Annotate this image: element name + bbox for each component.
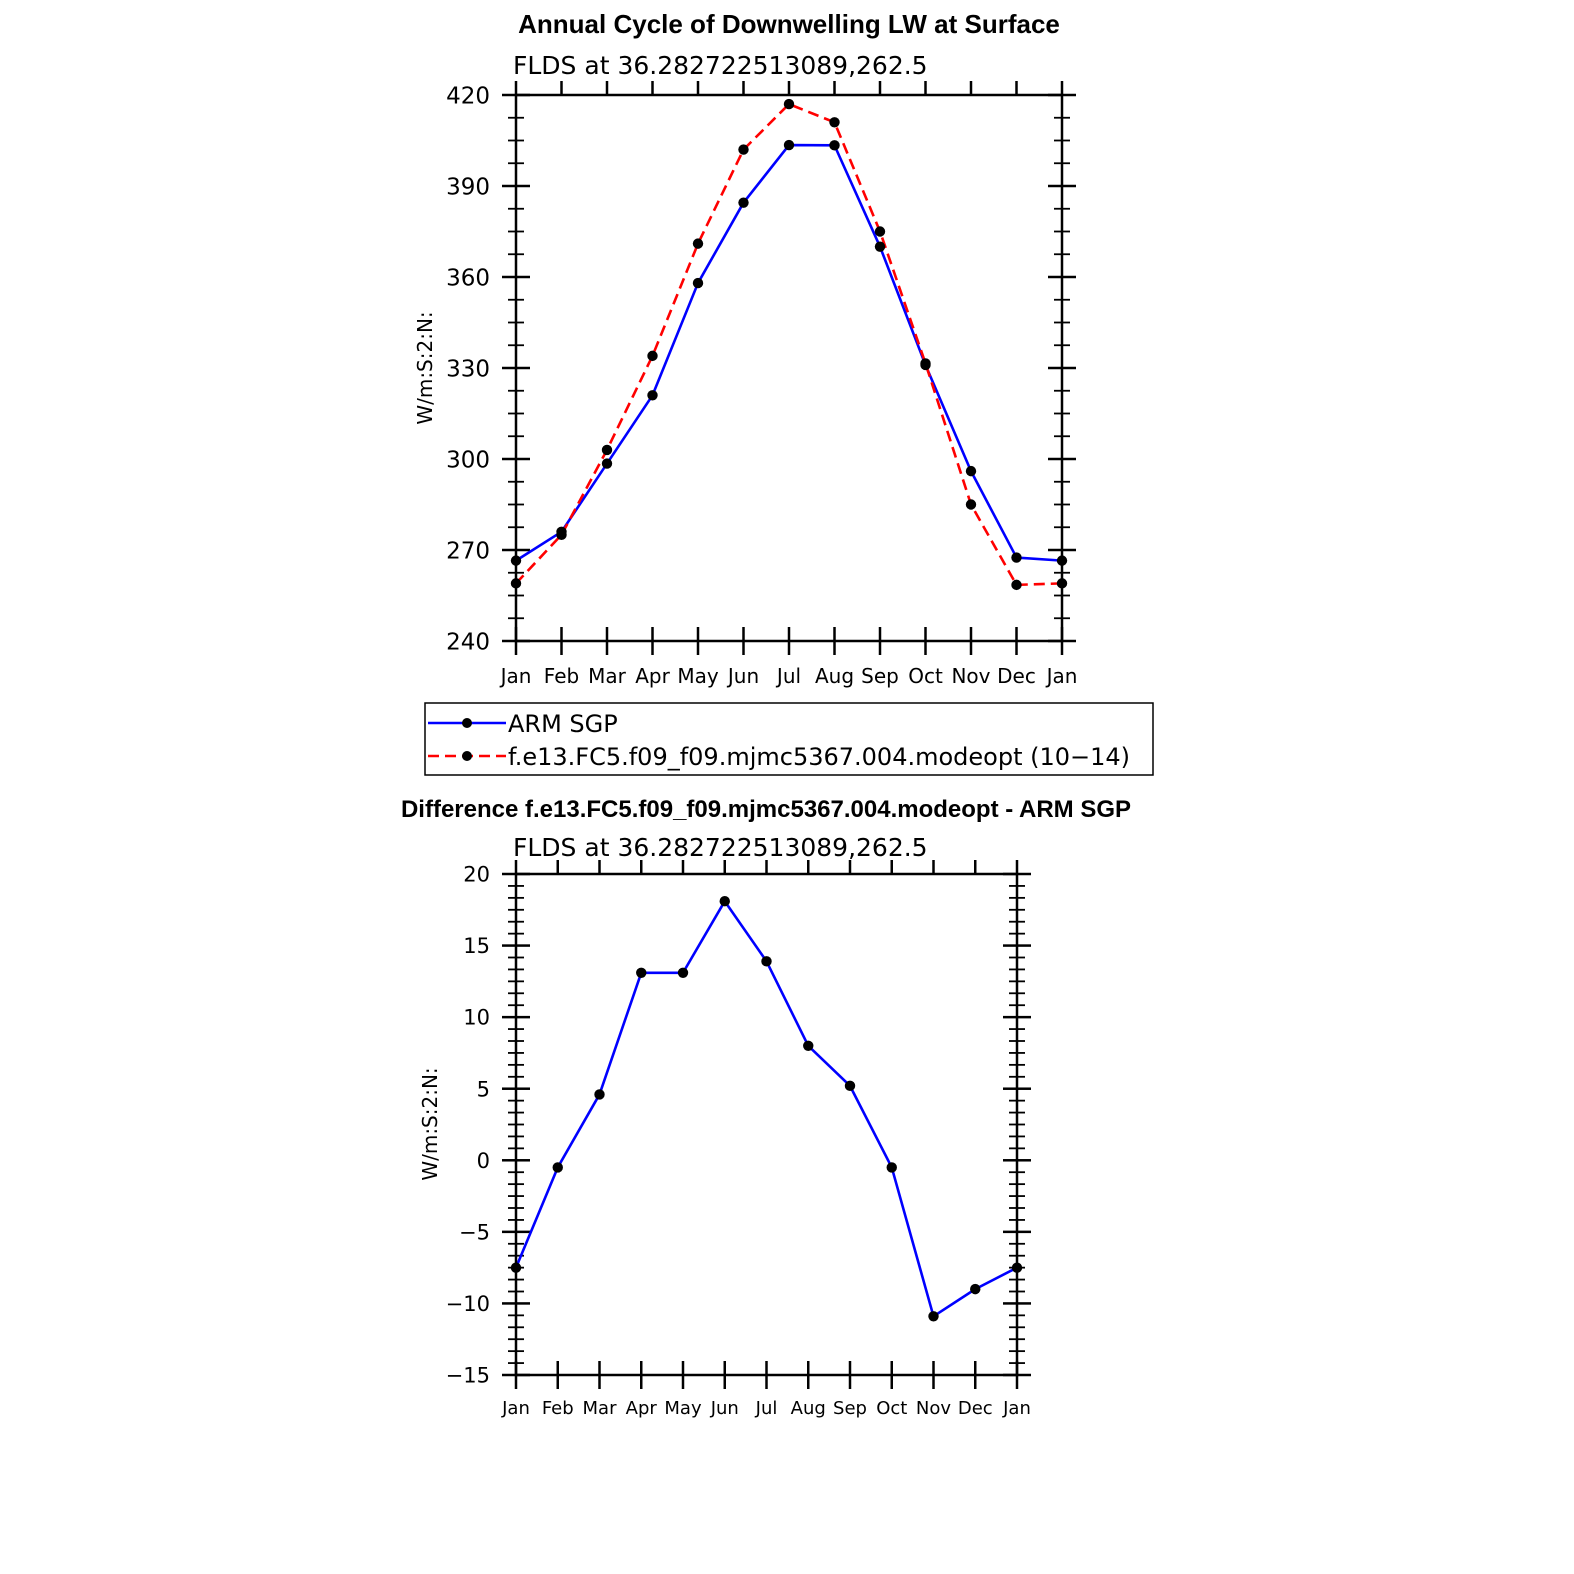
y-tick-label: 20 bbox=[463, 862, 490, 887]
series-0-point bbox=[738, 197, 748, 207]
series-0-point bbox=[553, 1162, 563, 1172]
x-tick-label: Apr bbox=[635, 664, 670, 688]
y-tick-label: 330 bbox=[446, 356, 490, 383]
series-0-point bbox=[1011, 552, 1021, 562]
x-tick-label: May bbox=[664, 1398, 702, 1419]
plot-frame bbox=[516, 874, 1017, 1375]
series-0-point bbox=[970, 1284, 980, 1294]
series-0-point bbox=[678, 968, 688, 978]
y-axis-label: W/m:S:2:N: bbox=[418, 1067, 442, 1181]
series-0-point bbox=[829, 140, 839, 150]
series-1-point bbox=[738, 144, 748, 154]
x-tick-label: Aug bbox=[814, 664, 855, 688]
x-tick-label: Mar bbox=[582, 1398, 617, 1419]
series-markers bbox=[511, 99, 1067, 590]
x-tick-label: Jun bbox=[710, 1398, 739, 1419]
series-0-point bbox=[928, 1311, 938, 1321]
series-0-point bbox=[761, 956, 771, 966]
x-tick-label: Nov bbox=[915, 1398, 952, 1419]
legend-marker-arm-sgp bbox=[462, 718, 472, 728]
y-tick-label: −5 bbox=[459, 1220, 490, 1245]
legend bbox=[425, 703, 1153, 775]
series-0-point bbox=[845, 1081, 855, 1091]
x-tick-label: Jan bbox=[1003, 1398, 1031, 1419]
y-tick-label: 420 bbox=[446, 83, 490, 110]
x-tick-label: Sep bbox=[861, 664, 899, 688]
x-tick-label: Jul bbox=[755, 1398, 778, 1419]
x-tick-label: Aug bbox=[790, 1398, 826, 1419]
y-tick-label: 10 bbox=[463, 1005, 490, 1030]
y-tick-label: 15 bbox=[463, 934, 490, 959]
series-0-point bbox=[693, 278, 703, 288]
chart-subtitle: FLDS at 36.282722513089,262.5 bbox=[513, 51, 928, 80]
y-tick-label: −15 bbox=[445, 1363, 490, 1388]
y-tick-label: 360 bbox=[446, 265, 490, 292]
series-1-point bbox=[556, 530, 566, 540]
series-1-point bbox=[784, 99, 794, 109]
y-axis-label: W/m:S:2:N: bbox=[413, 311, 437, 425]
series-1-point bbox=[647, 351, 657, 361]
y-tick-label: 300 bbox=[446, 447, 490, 474]
x-tick-label: Mar bbox=[588, 664, 626, 688]
series-1-point bbox=[602, 445, 612, 455]
series-1-point bbox=[693, 238, 703, 248]
series-0-point bbox=[602, 458, 612, 468]
x-tick-label: Nov bbox=[951, 664, 991, 688]
x-tick-labels bbox=[501, 1398, 1031, 1419]
series-lines bbox=[516, 104, 1062, 585]
x-tick-label: Apr bbox=[625, 1398, 657, 1419]
x-tick-label: Sep bbox=[833, 1398, 867, 1419]
series-markers bbox=[511, 896, 1022, 1322]
x-tick-label: Jan bbox=[500, 664, 532, 688]
series-0-point bbox=[1057, 555, 1067, 565]
x-tick-label: May bbox=[677, 664, 719, 688]
series-1-point bbox=[511, 578, 521, 588]
chart-subtitle: FLDS at 36.282722513089,262.5 bbox=[513, 833, 928, 862]
x-tick-label: Oct bbox=[908, 664, 943, 688]
series-1-point bbox=[829, 117, 839, 127]
x-tick-label: Dec bbox=[957, 1398, 993, 1419]
x-tick-label: Feb bbox=[541, 1398, 574, 1419]
series-1-point bbox=[920, 358, 930, 368]
x-tick-label: Jan bbox=[502, 1398, 530, 1419]
series-0-point bbox=[784, 140, 794, 150]
chart-title: Annual Cycle of Downwelling LW at Surface bbox=[518, 9, 1060, 39]
x-tick-label: Jan bbox=[1046, 664, 1078, 688]
ticks bbox=[502, 81, 1076, 655]
y-tick-labels bbox=[446, 863, 490, 1388]
series-0-point bbox=[720, 896, 730, 906]
chart-title: Difference f.e13.FC5.f09_f09.mjmc5367.004.modeopt - ARM SGP bbox=[400, 796, 1132, 823]
y-tick-labels bbox=[446, 83, 490, 655]
series-1-point bbox=[875, 226, 885, 236]
x-tick-label: Feb bbox=[543, 664, 580, 688]
y-tick-label: 0 bbox=[476, 1148, 490, 1173]
series-line-1 bbox=[516, 104, 1062, 585]
plot-frame bbox=[516, 95, 1062, 641]
series-0-point bbox=[647, 390, 657, 400]
series-1-point bbox=[1011, 580, 1021, 590]
legend-label-arm-sgp: ARM SGP bbox=[508, 710, 618, 738]
x-tick-label: Jul bbox=[776, 664, 802, 688]
y-tick-label: −10 bbox=[445, 1291, 490, 1316]
series-line-0 bbox=[516, 145, 1062, 561]
y-tick-label: 5 bbox=[476, 1077, 490, 1102]
series-0-point bbox=[511, 1262, 521, 1272]
legend-marker-model bbox=[462, 751, 472, 761]
x-tick-labels bbox=[499, 664, 1078, 688]
x-tick-label: Jun bbox=[727, 664, 760, 688]
series-1-point bbox=[966, 499, 976, 509]
series-0-point bbox=[875, 241, 885, 251]
difference-chart bbox=[401, 796, 1131, 1419]
series-0-point bbox=[594, 1089, 604, 1099]
y-tick-label: 270 bbox=[446, 538, 490, 565]
series-0-point bbox=[1012, 1262, 1022, 1272]
x-tick-label: Oct bbox=[876, 1398, 908, 1419]
series-0-point bbox=[511, 555, 521, 565]
x-tick-label: Dec bbox=[997, 664, 1036, 688]
legend-label-model: f.e13.FC5.f09_f09.mjmc5367.004.modeopt (10−14) bbox=[508, 743, 1131, 771]
series-0-point bbox=[636, 968, 646, 978]
y-tick-label: 390 bbox=[446, 174, 490, 201]
series-1-point bbox=[1057, 578, 1067, 588]
series-0-point bbox=[966, 466, 976, 476]
series-0-point bbox=[887, 1162, 897, 1172]
annual-cycle-chart bbox=[413, 9, 1077, 688]
y-tick-label: 240 bbox=[446, 629, 490, 656]
series-0-point bbox=[803, 1041, 813, 1051]
